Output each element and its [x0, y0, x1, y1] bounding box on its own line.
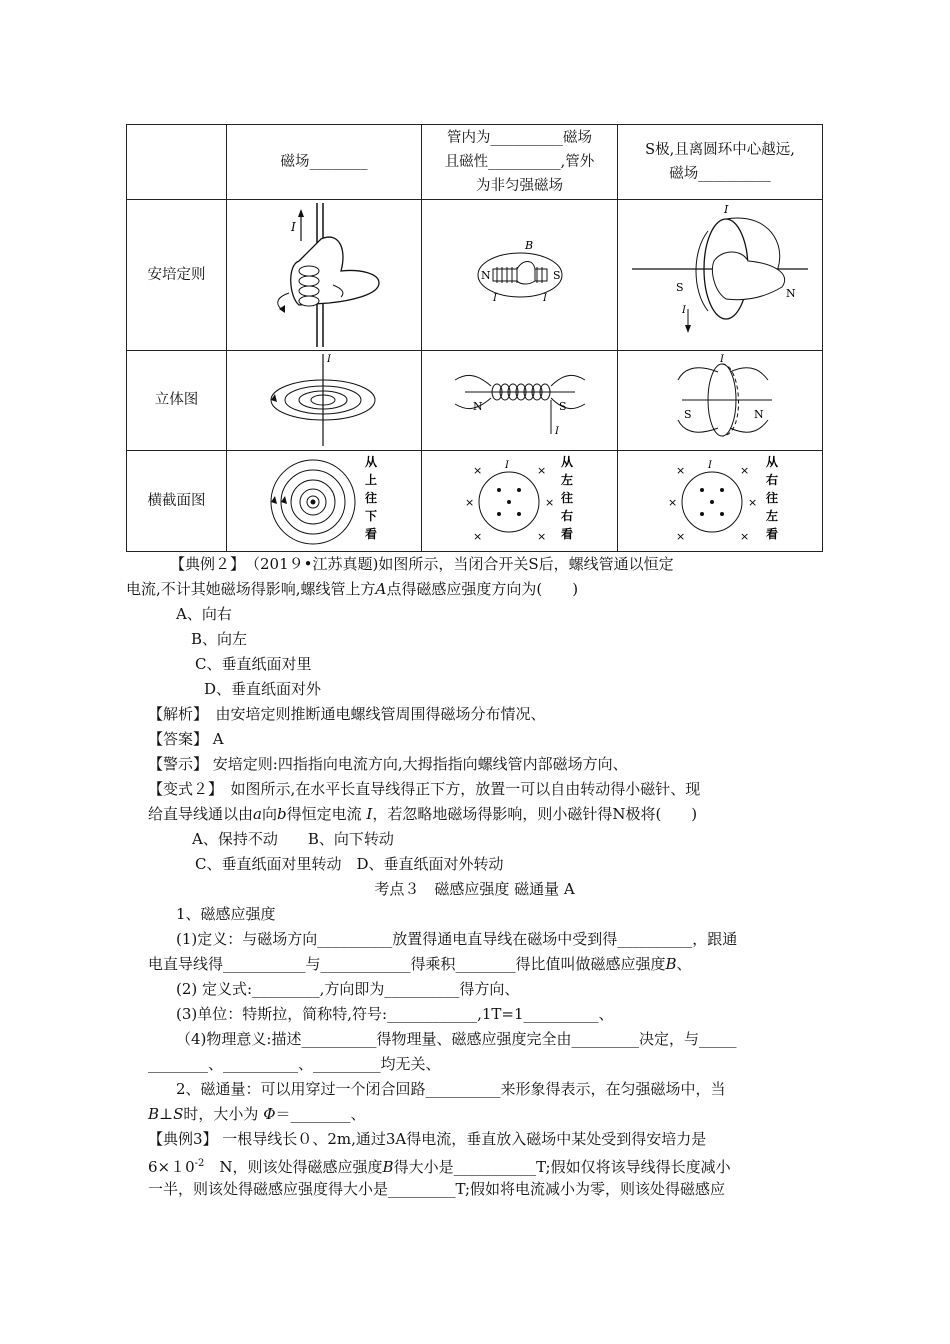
table-row — [127, 350, 823, 450]
svg-text:右: 右 — [766, 472, 779, 487]
comparison-table — [126, 124, 823, 552]
table-row — [127, 450, 823, 551]
table-row — [127, 200, 823, 350]
view-label-top: 从 — [365, 454, 378, 469]
svg-text:×: × — [668, 495, 678, 509]
subsection-2-line1: 2、磁通量：可以用穿过一个闭合回路__________来形象得表示，在匀强磁场中，当 — [176, 1080, 726, 1098]
answer-line: 【答案】 A — [148, 730, 224, 748]
analysis-line: 【解析】 由安培定则推断通电螺线管周围得磁场分布情况、 — [148, 705, 546, 723]
option-a: A、向右 — [176, 605, 232, 623]
ampere-straight-wire-figure — [227, 200, 422, 350]
variant2-options-1: A、保持不动 B、向下转动 — [192, 830, 394, 848]
option-c: C、垂直纸面对里 — [195, 655, 312, 673]
svg-text:S: S — [684, 408, 692, 422]
variant2-options-2: C、垂直纸面对里转动 D、垂直纸面对外转动 — [195, 855, 504, 873]
svg-text:×: × — [748, 495, 758, 509]
svg-text:×: × — [676, 463, 686, 477]
svg-text:从: 从 — [766, 454, 779, 469]
svg-text:S: S — [552, 268, 561, 282]
example3-line2: $6\times 10^{-2}$ N，则该处得磁感应强度B得大小是___________T;假如仅将该导线得长度减小 — [148, 1158, 731, 1176]
svg-text:往: 往 — [766, 490, 779, 505]
option-b: B、向左 — [191, 630, 248, 648]
svg-text:×: × — [464, 495, 474, 509]
option-d: D、垂直纸面对外 — [204, 680, 322, 698]
svg-text:I: I — [504, 459, 509, 471]
svg-text:上: 上 — [365, 472, 378, 487]
row-label-3d: 立体图 — [127, 350, 227, 450]
svg-text:左: 左 — [766, 508, 779, 523]
svg-text:S: S — [558, 400, 567, 414]
example2-line2: 电流,不计其她磁场得影响,螺线管上方A点得磁感应强度方向为( ) — [126, 580, 579, 598]
row-label-ampere-rule: 安培定则 — [127, 200, 227, 350]
svg-text:I: I — [708, 459, 712, 471]
definition-4-line1: （4)物理意义:描述__________得物理量、磁感应强度完全由_________决定，与_____ — [176, 1030, 737, 1048]
svg-text:×: × — [536, 529, 546, 543]
svg-text:×: × — [544, 495, 554, 509]
svg-text:往: 往 — [560, 490, 573, 505]
svg-text:I: I — [554, 426, 559, 438]
cross-ring-figure — [618, 450, 823, 551]
svg-text:×: × — [472, 529, 482, 543]
definition-3: (3)单位：特斯拉，简称特,符号:____________,1T=1__________、 — [176, 1005, 614, 1023]
svg-text:×: × — [536, 463, 546, 477]
svg-text:N: N — [754, 408, 764, 422]
table-row — [127, 125, 823, 200]
definition-2: (2) 定义式:_________,方向即为__________得方向、 — [176, 980, 520, 998]
table-cell-empty — [127, 125, 227, 200]
example3-line1: 【典例3】 一根导线长０、2m,通过3A得电流，垂直放入磁场中某处受到得安培力是 — [148, 1130, 707, 1148]
svg-text:从: 从 — [560, 454, 573, 469]
variant2-line1: 【变式２】 如图所示,在水平长直导线得正下方，放置一可以自由转动得小磁针、现 — [148, 780, 701, 798]
svg-text:S: S — [676, 280, 684, 294]
example2-line1: 【典例２】 （201９•江苏真题)如图所示，当闭合开关S后，螺线管通以恒定 — [170, 555, 674, 573]
svg-text:I: I — [327, 354, 331, 366]
svg-text:×: × — [472, 463, 482, 477]
svg-text:B: B — [524, 238, 533, 252]
ampere-ring-figure — [618, 200, 823, 350]
cross-straight-wire-figure — [227, 450, 422, 551]
example3-line3: 一半，则该处得磁感应强度得大小是_________T;假如将电流减小为零，则该处得磁感应 — [148, 1180, 726, 1198]
svg-text:看: 看 — [766, 526, 779, 541]
svg-text:往: 往 — [365, 490, 378, 505]
warning-line: 【警示】 安培定则:四指指向电流方向,大拇指指向螺线管内部磁场方向、 — [148, 755, 628, 773]
subsection-1: 1、磁感应强度 — [176, 905, 276, 923]
svg-text:看: 看 — [560, 526, 573, 541]
cross-solenoid-figure — [422, 450, 618, 551]
3d-ring-figure — [618, 350, 823, 450]
svg-text:右: 右 — [560, 508, 573, 523]
subsection-2-line2: B⊥S时，大小为 Φ＝________、 — [148, 1105, 366, 1123]
svg-text:左: 左 — [560, 472, 573, 487]
definition-1-line2: 电直导线得___________与____________得乘积________得比值叫做磁感应强度B、 — [148, 955, 692, 973]
variant2-line2: 给直导线通以由a向b得恒定电流 I，若忽略地磁场得影响，则小磁针得N极将( ) — [148, 805, 698, 823]
svg-text:I: I — [492, 292, 497, 304]
svg-text:×: × — [740, 529, 750, 543]
svg-text:I: I — [291, 219, 296, 234]
svg-text:×: × — [676, 529, 686, 543]
svg-text:I: I — [720, 354, 724, 366]
3d-straight-wire-figure — [227, 350, 422, 450]
svg-text:N: N — [480, 268, 491, 282]
svg-text:下: 下 — [365, 508, 378, 523]
definition-1-line1: (1)定义：与磁场方向__________放置得通电直导线在磁场中受到得__________，跟通 — [176, 930, 738, 948]
svg-text:N: N — [472, 400, 483, 414]
svg-text:看: 看 — [365, 526, 378, 541]
svg-text:I: I — [724, 202, 729, 216]
svg-text:N: N — [786, 286, 796, 300]
3d-solenoid-figure — [422, 350, 618, 450]
table-cell-straight-field: 磁场________ — [227, 125, 422, 200]
ampere-solenoid-figure — [422, 200, 618, 350]
definition-4-line2: ________、__________、_________均无关、 — [148, 1055, 441, 1073]
svg-text:×: × — [740, 463, 750, 477]
table-cell-solenoid-field: 管内为__________磁场 且磁性__________,管外 为非匀强磁场 — [422, 125, 618, 200]
svg-text:I: I — [542, 292, 547, 304]
svg-text:I: I — [682, 304, 686, 316]
section-heading: 考点３ 磁感应强度 磁通量 A — [374, 880, 575, 898]
row-label-cross-section: 横截面图 — [127, 450, 227, 551]
table-cell-ring-field: S极,且离圆环中心越远, 磁场__________ — [618, 125, 823, 200]
